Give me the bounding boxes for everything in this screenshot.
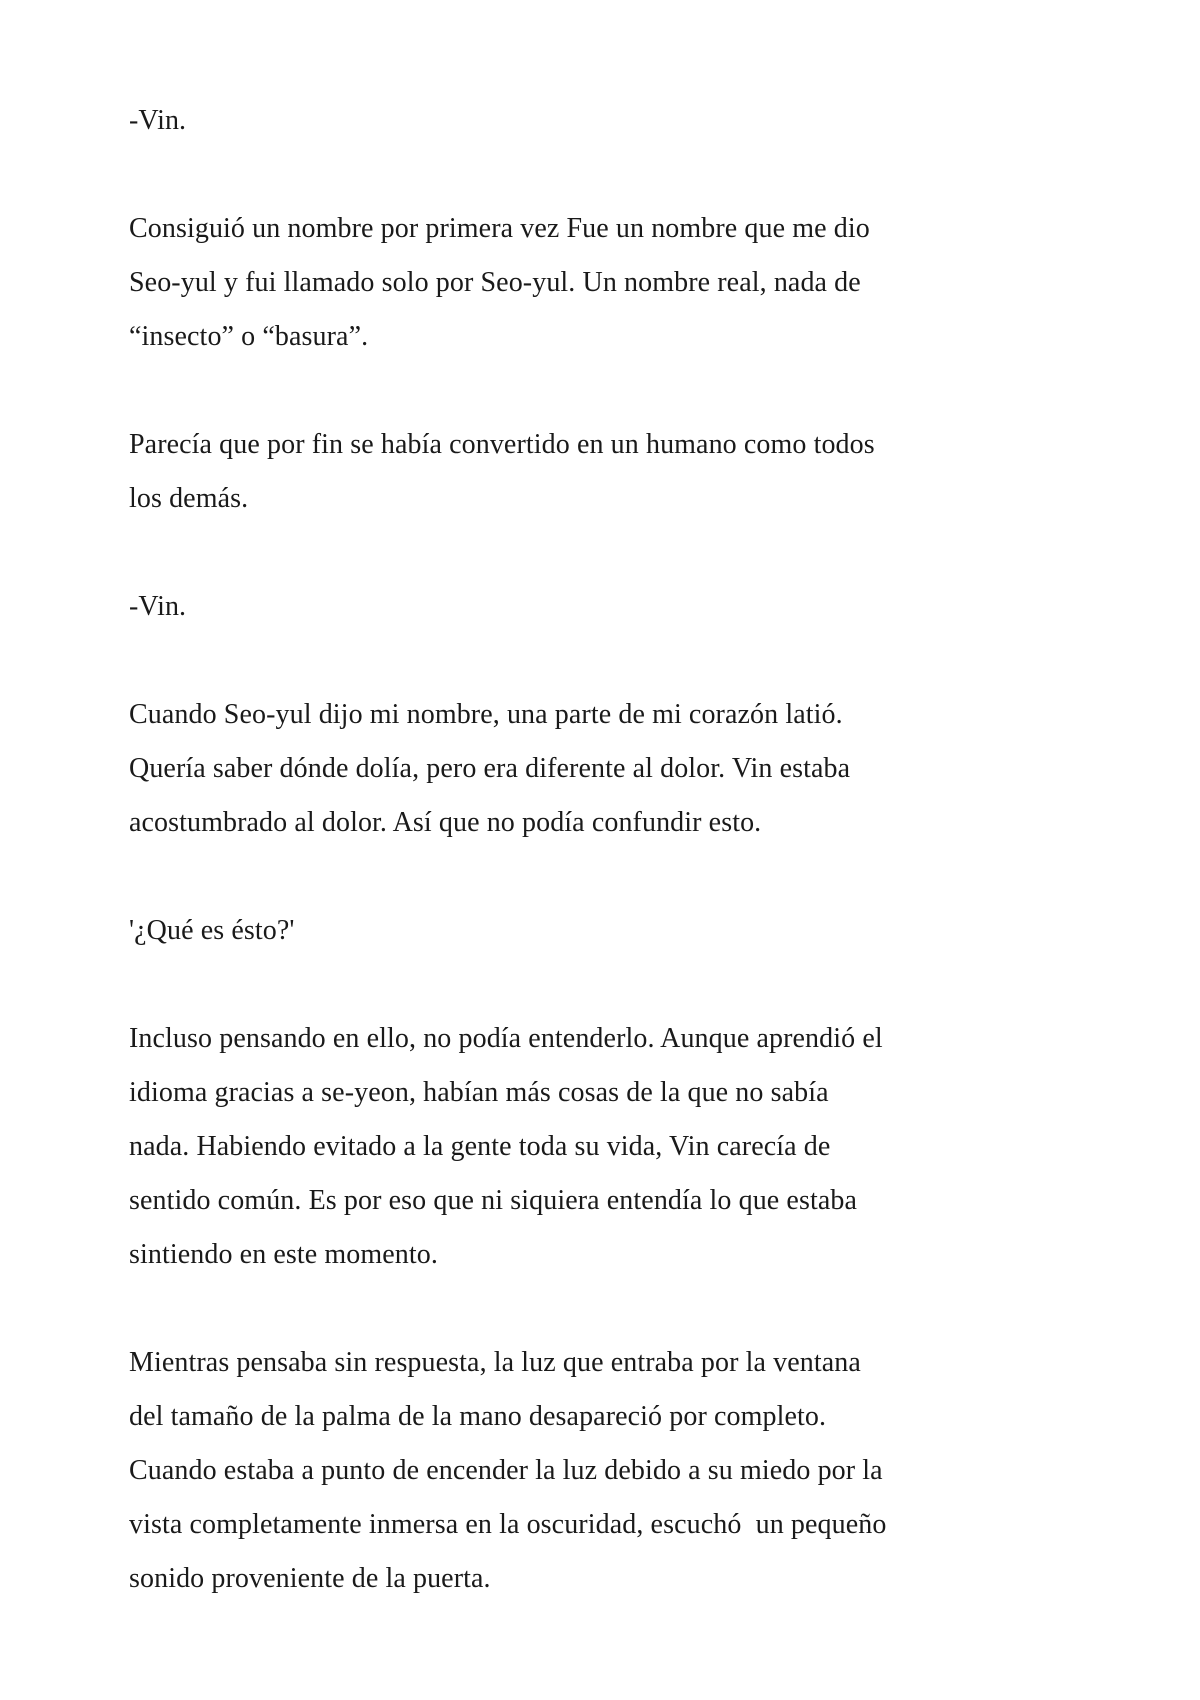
text-line: Mientras pensaba sin respuesta, la luz que entraba por la ventana (129, 1347, 861, 1378)
text-line: idioma gracias a se-yeon, habían más cosas de la que no sabía (129, 1077, 829, 1108)
text-line: vista completamente inmersa en la oscuridad, escuchó un pequeño (129, 1509, 887, 1540)
text-line: Incluso pensando en ello, no podía entenderlo. Aunque aprendió el (129, 1023, 883, 1054)
text-line: Seo-yul y fui llamado solo por Seo-yul. Un nombre real, nada de (129, 267, 861, 298)
paragraph-got-name (129, 202, 1129, 364)
paragraph-light-disappeared (129, 1336, 1129, 1606)
text-line: '¿Qué es ésto?' (129, 915, 295, 946)
paragraph-became-human (129, 418, 1129, 526)
paragraph-vin-call-2 (129, 580, 1129, 634)
text-line: Cuando Seo-yul dijo mi nombre, una parte de mi corazón latió. (129, 699, 843, 730)
text-line: -Vin. (129, 105, 187, 136)
text-line: sintiendo en este momento. (129, 1239, 438, 1270)
text-line: los demás. (129, 483, 249, 514)
text-line: “insecto” o “basura”. (129, 321, 369, 352)
paragraph-vin-call-1 (129, 94, 1129, 148)
text-line: nada. Habiendo evitado a la gente toda su vida, Vin carecía de (129, 1131, 831, 1162)
paragraph-lacked-common-sense (129, 1012, 1129, 1282)
text-line: Parecía que por fin se había convertido en un humano como todos (129, 429, 875, 460)
text-line: acostumbrado al dolor. Así que no podía confundir esto. (129, 807, 762, 838)
text-line: del tamaño de la palma de la mano desapareció por completo. (129, 1401, 827, 1432)
paragraph-inner-thought (129, 904, 1129, 958)
text-line: -Vin. (129, 591, 187, 622)
text-line: sentido común. Es por eso que ni siquiera entendía lo que estaba (129, 1185, 857, 1216)
text-line: Consiguió un nombre por primera vez Fue un nombre que me dio (129, 213, 870, 244)
text-line: Quería saber dónde dolía, pero era diferente al dolor. Vin estaba (129, 753, 851, 784)
text-line: Cuando estaba a punto de encender la luz debido a su miedo por la (129, 1455, 883, 1486)
paragraph-heart-beat (129, 688, 1129, 850)
document-page (129, 94, 1129, 1660)
text-line: sonido proveniente de la puerta. (129, 1563, 491, 1594)
